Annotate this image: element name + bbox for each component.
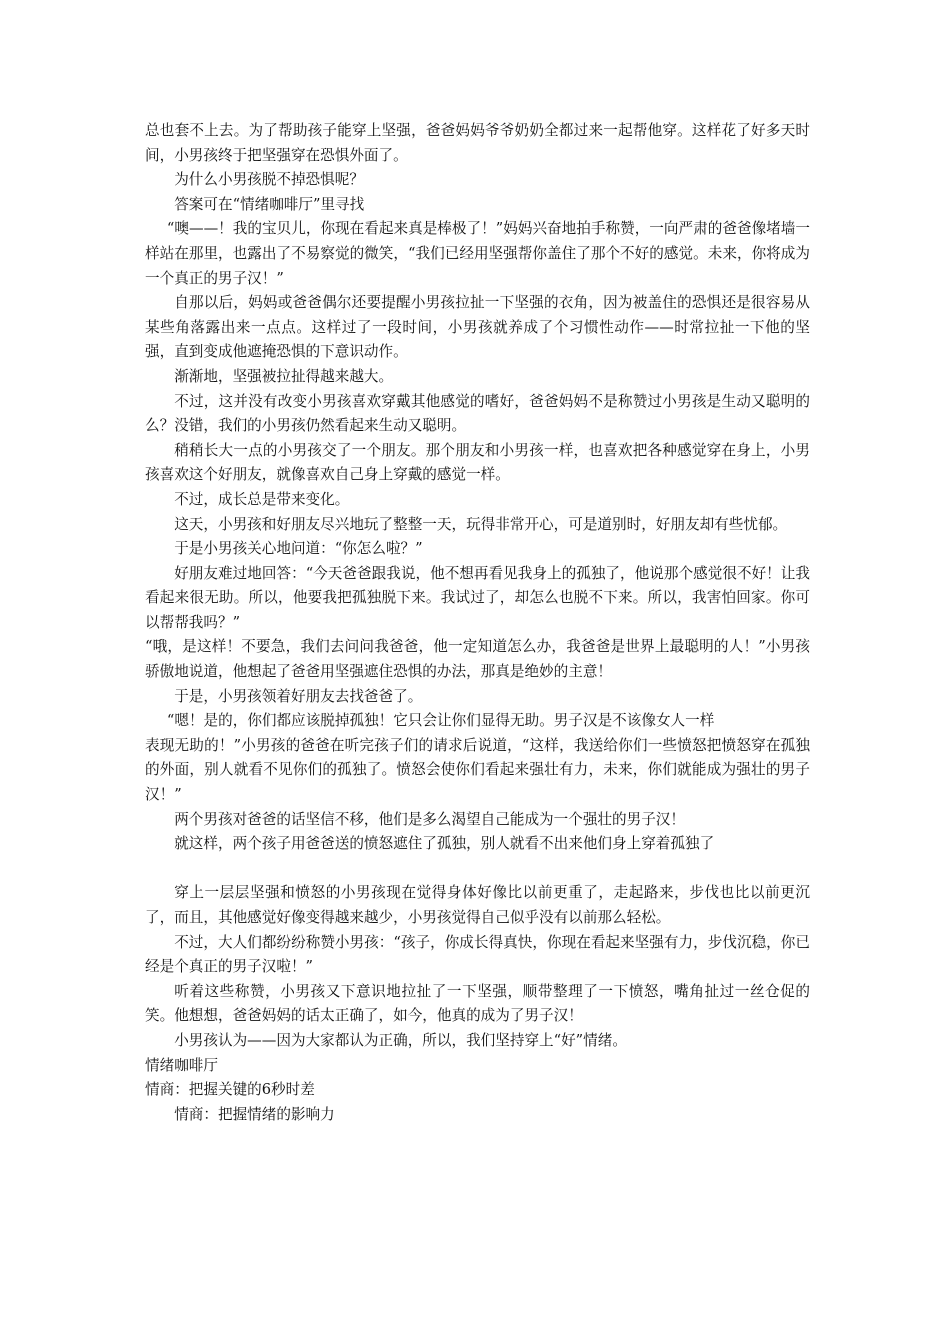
paragraph: “哦，是这样！不要急，我们去问问我爸爸，他一定知道怎么办，我爸爸是世界上最聪明的人！”小男孩骄傲地说道，他想起了爸爸用坚强遮住恐惧的办法，那真是绝妙的主意！	[145, 638, 810, 681]
paragraph: 不过，大人们都纷纷称赞小男孩：“孩子，你成长得真快，你现在看起来坚强有力，步伐沉稳，你已经是个真正的男子汉啦！”	[145, 933, 810, 976]
paragraph: 好朋友难过地回答：“今天爸爸跟我说，他不想再看见我身上的孤独了，他说那个感觉很不好！让我看起来很无助。所以，他要我把孤独脱下来。我试过了，却怎么也脱不下来。所以，我害怕回家。你可以帮帮我吗？”	[145, 564, 810, 631]
paragraph: 为什么小男孩脱不掉恐惧呢？	[174, 171, 364, 189]
paragraph: 两个男孩对爸爸的话坚信不移，他们是多么渴望自己能成为一个强壮的男子汉！	[174, 810, 685, 828]
paragraph: “噢——！我的宝贝儿，你现在看起来真是棒极了！”妈妈兴奋地拍手称赞，一向严肃的爸爸像堵墙一样站在那里，也露出了不易察觉的微笑，“我们已经用坚强帮你盖住了那个不好的感觉。未来，你将成为一个真正的男子汉！”	[145, 220, 810, 287]
paragraph: 就这样，两个孩子用爸爸送的愤怒遮住了孤独，别人就看不出来他们身上穿着孤独了	[174, 835, 715, 853]
paragraph: 总也套不上去。为了帮助孩子能穿上坚强，爸爸妈妈爷爷奶奶全都过来一起帮他穿。这样花了好多天时间，小男孩终于把坚强穿在恐惧外面了。	[145, 122, 810, 164]
paragraph: 不过，这并没有改变小男孩喜欢穿戴其他感觉的嗜好，爸爸妈妈不是称赞过小男孩是生动又聪明的么？没错，我们的小男孩仍然看起来生动又聪明。	[145, 392, 810, 435]
paragraph: 不过，成长总是带来变化。	[174, 490, 350, 508]
section-heading: 情绪咖啡厅	[145, 1056, 218, 1074]
paragraph: “嗯！是的，你们都应该脱掉孤独！它只会让你们显得无助。男子汉是不该像女人一样	[166, 712, 715, 730]
paragraph: 稍稍长大一点的小男孩交了一个朋友。那个朋友和小男孩一样，也喜欢把各种感觉穿在身上，小男孩喜欢这个好朋友，就像喜欢自己身上穿戴的感觉一样。	[145, 441, 810, 484]
paragraph: 表现无助的！”小男孩的爸爸在听完孩子们的请求后说道，“这样，我送给你们一些愤怒把愤怒穿在孤独的外面，别人就看不见你们的孤独了。愤怒会使你们看起来强壮有力，未来，你们就能成为强壮的男子汉！”	[145, 736, 810, 804]
blank-line	[145, 857, 810, 882]
paragraph: 渐渐地，坚强被拉扯得越来越大。	[174, 367, 394, 385]
document-body	[145, 119, 810, 1127]
paragraph: 答案可在“情绪咖啡厅”里寻找	[174, 195, 365, 213]
paragraph: 于是，小男孩领着好朋友去找爸爸了。	[174, 687, 423, 705]
paragraph: 小男孩认为——因为大家都认为正确，所以，我们坚持穿上“好”情绪。	[174, 1031, 627, 1049]
paragraph: 这天，小男孩和好朋友尽兴地玩了整整一天，玩得非常开心，可是道别时，好朋友却有些忧郁。	[174, 515, 788, 533]
paragraph: 听着这些称赞，小男孩又下意识地拉扯了一下坚强，顺带整理了一下愤怒，嘴角扯过一丝仓促的笑。他想想，爸爸妈妈的话太正确了，如今，他真的成为了男子汉！	[145, 982, 810, 1025]
paragraph: 于是小男孩关心地问道：“你怎么啦？”	[174, 540, 423, 558]
section-heading: 情商：把握关键的6秒时差	[145, 1081, 315, 1099]
section-heading: 情商：把握情绪的影响力	[174, 1105, 335, 1123]
paragraph: 自那以后，妈妈或爸爸偶尔还要提醒小男孩拉扯一下坚强的衣角，因为被盖住的恐惧还是很容易从某些角落露出来一点点。这样过了一段时间，小男孩就养成了个习惯性动作——时常拉扯一下他的坚强，直到变成他遮掩恐惧的下意识动作。	[145, 294, 810, 361]
paragraph: 穿上一层层坚强和愤怒的小男孩现在觉得身体好像比以前更重了，走起路来，步伐也比以前更沉了，而且，其他感觉好像变得越来越少，小男孩觉得自己似乎没有以前那么轻松。	[145, 884, 810, 926]
